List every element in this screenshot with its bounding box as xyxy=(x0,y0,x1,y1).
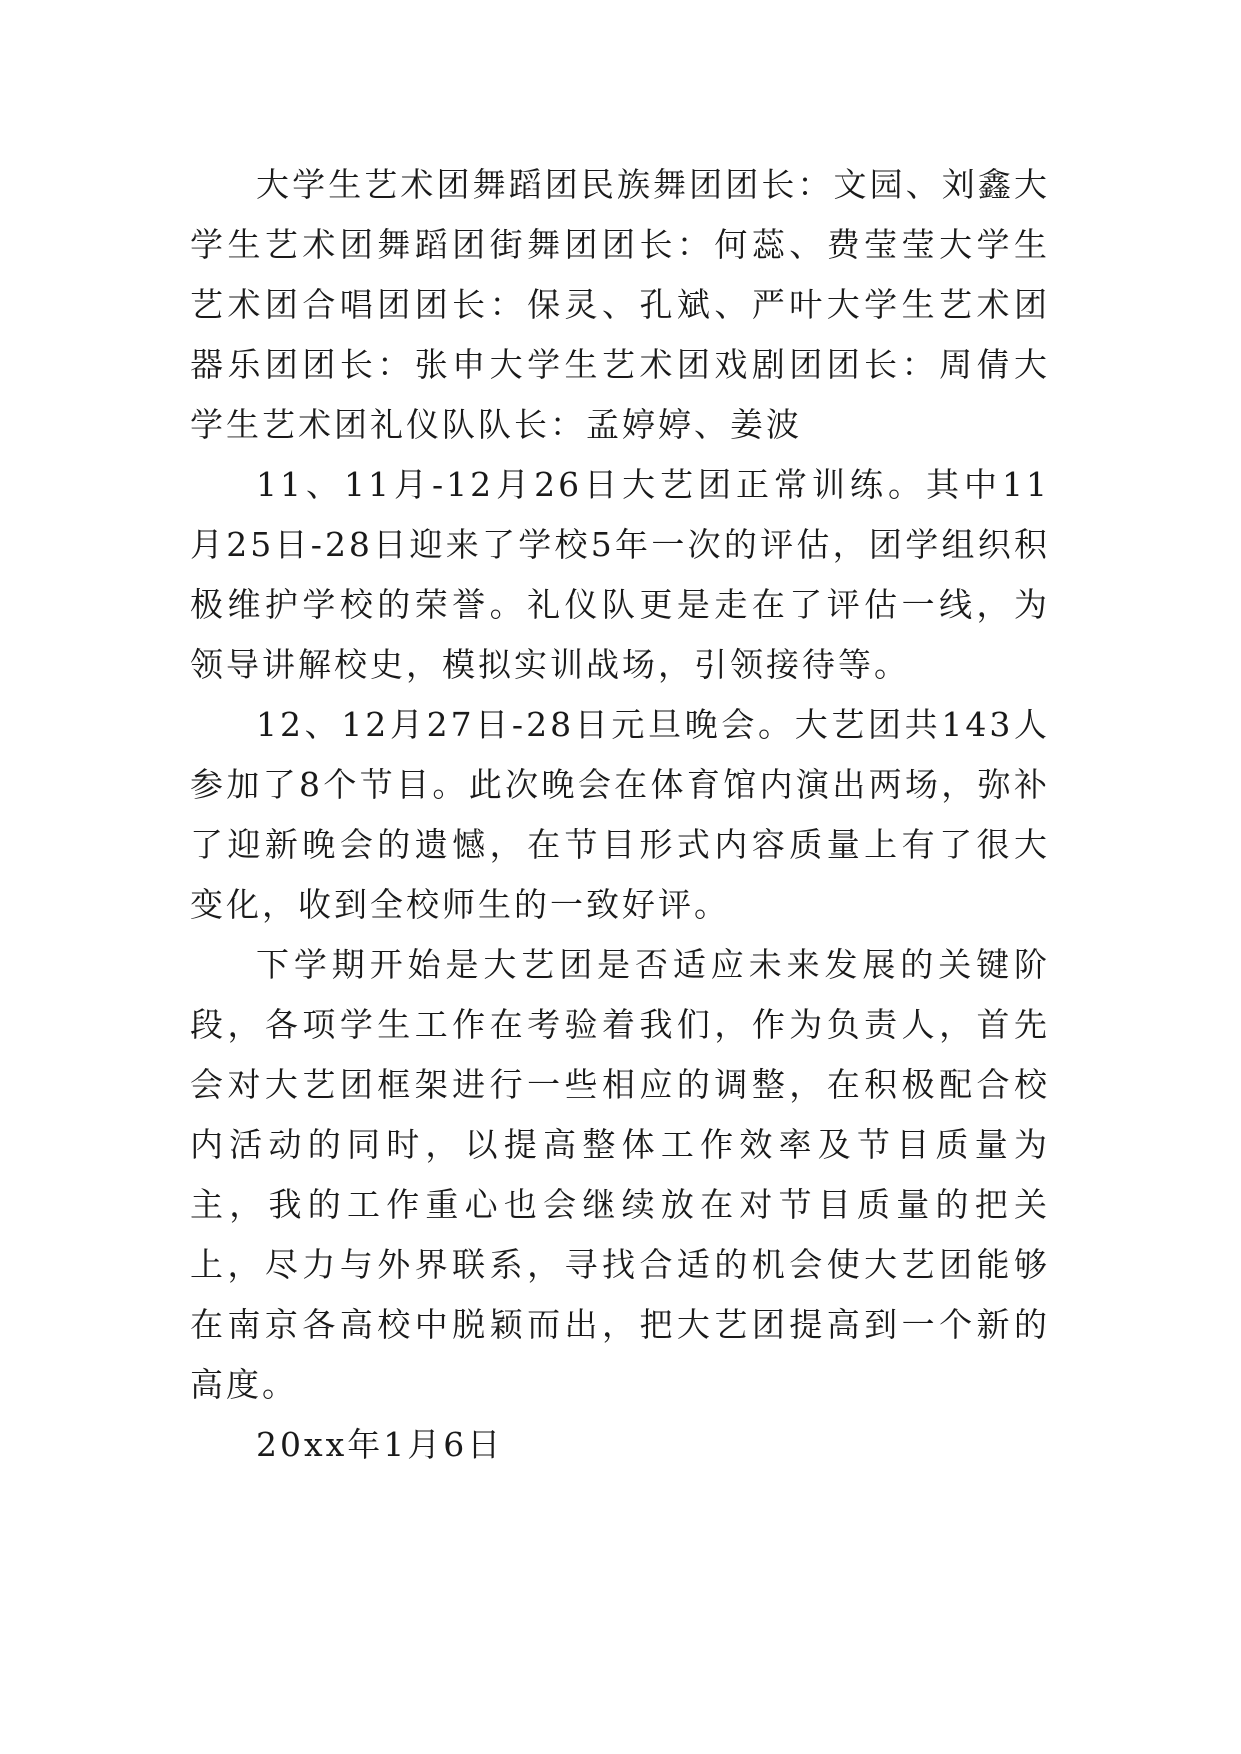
paragraph-item-11: 11、11月-12月26日大艺团正常训练。其中11月25日-28日迎来了学校5年一次的评估，团学组织积极维护学校的荣誉。礼仪队更是走在了评估一线，为领导讲解校史，模拟实训战场，引领接待等。 xyxy=(190,465,1050,684)
paragraph-team-leaders: 大学生艺术团舞蹈团民族舞团团长：文园、刘鑫大学生艺术团舞蹈团街舞团团长：何蕊、费莹莹大学生艺术团合唱团团长：保灵、孔斌、严叶大学生艺术团器乐团团长：张申大学生艺术团戏剧团团长：周倩大学生艺术团礼仪队队长：孟婷婷、姜波 xyxy=(190,165,1050,444)
paragraph-next-semester: 下学期开始是大艺团是否适应未来发展的关键阶段，各项学生工作在考验着我们，作为负责人，首先会对大艺团框架进行一些相应的调整，在积极配合校内活动的同时，以提高整体工作效率及节目质量为主，我的工作重心也会继续放在对节目质量的把关上，尽力与外界联系，寻找合适的机会使大艺团能够在南京各高校中脱颖而出，把大艺团提高到一个新的高度。 xyxy=(190,945,1050,1404)
document-date: 20xx年1月6日 xyxy=(256,1425,504,1464)
paragraph-item-12: 12、12月27日-28日元旦晚会。大艺团共143人参加了8个节目。此次晚会在体育馆内演出两场，弥补了迎新晚会的遗憾，在节目形式内容质量上有了很大变化，收到全校师生的一致好评。 xyxy=(190,705,1050,924)
document-body xyxy=(190,155,1050,1475)
